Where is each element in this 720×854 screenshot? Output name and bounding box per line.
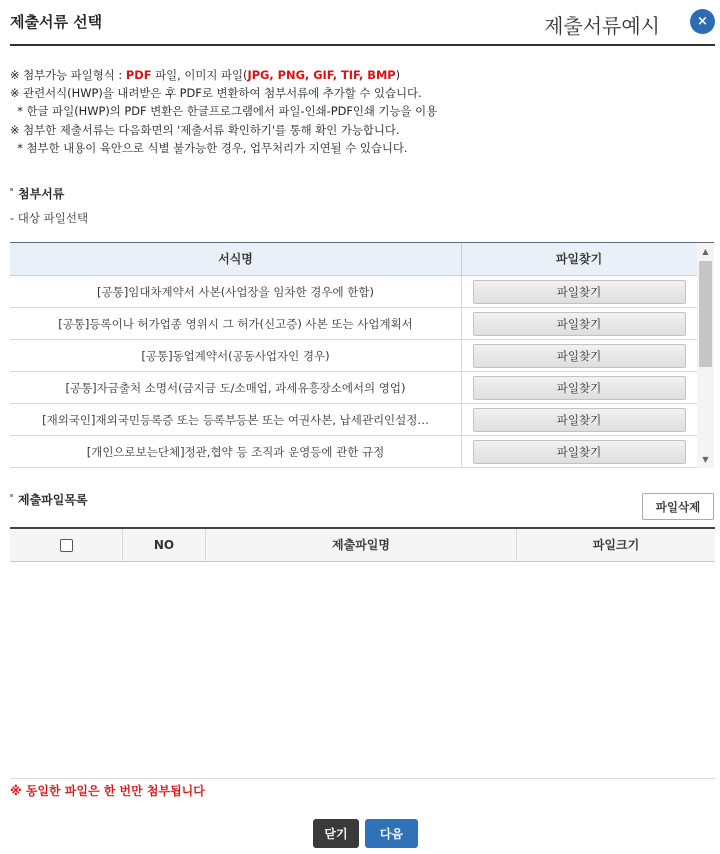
popup-header: [10, 0, 715, 46]
scrollbar-thumb[interactable]: [699, 261, 712, 367]
find-file-button[interactable]: 파일찾기: [473, 408, 686, 432]
table-row: [10, 276, 714, 308]
form-name-cell: [개인으로보는단체]정관,협약 등 조직과 운영등에 관한 규정: [10, 436, 462, 467]
target-file-select-label: - 대상 파일선택: [10, 211, 89, 225]
notice-line-confirm: ※ 첨부한 제출서류는 다음화면의 '제출서류 확인하기'를 통해 확인 가능합니다.: [10, 122, 400, 137]
form-name-cell: [공통]동업계약서(공동사업자인 경우): [10, 340, 462, 371]
attachments-section-title: 첨부서류: [10, 185, 64, 202]
table-row: [10, 436, 714, 468]
find-file-button[interactable]: 파일찾기: [473, 344, 686, 368]
bullet-icon: [10, 188, 13, 191]
notice-block: [10, 66, 710, 157]
attachment-grid-header: [10, 243, 714, 276]
form-name-cell: [재외국인]재외국민등록증 또는 등록부등본 또는 여권사본, 납세관리인설정…: [10, 404, 462, 435]
close-icon[interactable]: ×: [690, 9, 715, 34]
notice-line-pdf-convert: * 한글 파일(HWP)의 PDF 변환은 한글프로그램에서 파일-인쇄-PDF인쇄 기능을 이용: [10, 104, 438, 119]
form-name-cell: [공통]자금출처 소명서(금지금 도/소매업, 과세유흥장소에서의 영업): [10, 372, 462, 403]
form-name-cell: [공통]임대차계약서 사본(사업장을 임차한 경우에 한함): [10, 276, 462, 307]
column-find-file: 파일찾기: [555, 252, 603, 266]
column-file-name: 제출파일명: [206, 529, 517, 561]
divider: [10, 778, 715, 779]
bullet-icon: [10, 494, 13, 497]
duplicate-warning: ※ 동일한 파일은 한 번만 첨부됩니다: [10, 784, 205, 798]
column-file-size: 파일크기: [592, 538, 640, 552]
select-all-cell: [10, 529, 123, 561]
submitted-files-header: [10, 529, 715, 562]
notice-line-file-types: ※ 첨부가능 파일형식 : PDF 파일, 이미지 파일(JPG, PNG, GIF, TIF, BMP): [10, 68, 401, 82]
notice-line-hwp: ※ 관련서식(HWP)을 내려받은 후 PDF로 변환하여 첨부서류에 추가할 수 있습니다.: [10, 86, 422, 101]
table-row: [10, 340, 714, 372]
next-button[interactable]: 다음: [365, 819, 418, 848]
column-no: NO: [123, 529, 206, 561]
find-file-button[interactable]: 파일찾기: [473, 440, 686, 464]
delete-file-button[interactable]: 파일삭제: [642, 493, 714, 520]
close-button[interactable]: 닫기: [313, 819, 359, 848]
find-file-button[interactable]: 파일찾기: [473, 376, 686, 400]
table-row: [10, 308, 714, 340]
table-row: [10, 404, 714, 436]
find-file-button[interactable]: 파일찾기: [473, 280, 686, 304]
form-name-cell: [공통]등록이나 허가업종 영위시 그 허가(신고증) 사본 또는 사업계획서: [10, 308, 462, 339]
submitted-files-table: [10, 527, 715, 562]
scroll-down-icon[interactable]: ▼: [702, 455, 709, 464]
find-file-button[interactable]: 파일찾기: [473, 312, 686, 336]
table-row: [10, 372, 714, 404]
select-all-checkbox[interactable]: [60, 539, 73, 552]
grid-scrollbar[interactable]: [697, 243, 714, 468]
scroll-up-icon[interactable]: ▲: [702, 247, 709, 256]
example-documents-title[interactable]: 제출서류예시: [544, 14, 660, 38]
column-form-name: 서식명: [10, 243, 462, 275]
page-title: 제출서류 선택: [10, 13, 103, 31]
submitted-files-section-title: 제출파일목록: [10, 491, 88, 508]
notice-line-delay: * 첨부한 내용이 육안으로 식별 불가능한 경우, 업무처리가 지연될 수 있습니다.: [10, 140, 408, 155]
attachment-grid: [10, 242, 714, 468]
